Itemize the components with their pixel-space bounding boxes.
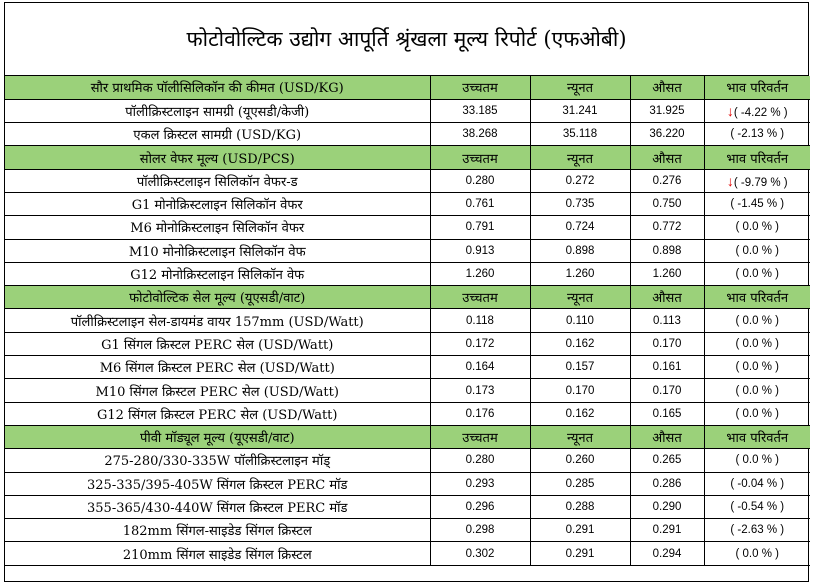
price-table-body xyxy=(5,76,810,565)
high-price: 0.280 xyxy=(430,449,530,472)
header-change: भाव परिवर्तन xyxy=(704,76,810,99)
table-row xyxy=(5,356,810,379)
product-name: 355-365/430-440W सिंगल क्रिस्टल PERC मॉड xyxy=(5,495,430,518)
price-change-value: ( 0.0 % ) xyxy=(735,407,779,420)
price-change-value: ( -2.13 % ) xyxy=(730,128,785,141)
section-header-row xyxy=(5,146,810,169)
header-avg: औसत xyxy=(630,286,704,309)
table-row xyxy=(5,262,810,285)
header-avg: औसत xyxy=(630,76,704,99)
low-price: 0.162 xyxy=(530,332,630,355)
price-change xyxy=(704,169,810,192)
price-change-value: ( 0.0 % ) xyxy=(735,384,779,397)
high-price: 33.185 xyxy=(430,99,530,122)
price-change-value: ( -4.22 % ) xyxy=(733,106,788,119)
product-name: G1 सिंगल क्रिस्टल PERC सेल (USD/Watt) xyxy=(5,332,430,355)
high-price: 38.268 xyxy=(430,123,530,146)
table-row xyxy=(5,472,810,495)
product-name: M6 मोनोक्रिस्टलाइन सिलिकॉन वेफर xyxy=(5,216,430,239)
high-price: 0.298 xyxy=(430,519,530,542)
price-change xyxy=(704,495,810,518)
high-price: 0.172 xyxy=(430,332,530,355)
product-name: G12 सिंगल क्रिस्टल PERC सेल (USD/Watt) xyxy=(5,402,430,425)
price-change xyxy=(704,239,810,262)
down-arrow-icon: ↓ xyxy=(726,102,734,119)
high-price: 0.791 xyxy=(430,216,530,239)
low-price: 0.285 xyxy=(530,472,630,495)
low-price: 0.110 xyxy=(530,309,630,332)
high-price: 0.296 xyxy=(430,495,530,518)
report-title: फोटोवोल्टिक उद्योग आपूर्ति श्रृंखला मूल्य रिपोर्ट (एफओबी) xyxy=(5,3,808,76)
price-change-value: ( 0.0 % ) xyxy=(735,244,779,257)
price-change xyxy=(704,262,810,285)
price-change xyxy=(704,356,810,379)
table-row xyxy=(5,192,810,215)
price-change xyxy=(704,309,810,332)
product-name: एकल क्रिस्टल सामग्री (USD/KG) xyxy=(5,123,430,146)
table-row xyxy=(5,216,810,239)
avg-price: 0.294 xyxy=(630,542,704,565)
low-price: 0.162 xyxy=(530,402,630,425)
avg-price: 0.170 xyxy=(630,332,704,355)
avg-price: 0.265 xyxy=(630,449,704,472)
avg-price: 0.286 xyxy=(630,472,704,495)
product-name: 325-335/395-405W सिंगल क्रिस्टल PERC मॉड xyxy=(5,472,430,495)
avg-price: 0.165 xyxy=(630,402,704,425)
price-table xyxy=(5,76,810,566)
table-row xyxy=(5,379,810,402)
product-name: M10 मोनोक्रिस्टलाइन सिलिकॉन वेफ xyxy=(5,239,430,262)
price-change-value: ( -0.54 % ) xyxy=(730,500,785,513)
price-change-value: ( 0.0 % ) xyxy=(735,314,779,327)
header-low: न्यूनत xyxy=(530,286,630,309)
price-change-value: ( -2.63 % ) xyxy=(730,524,785,537)
low-price: 0.272 xyxy=(530,169,630,192)
low-price: 35.118 xyxy=(530,123,630,146)
price-report-frame xyxy=(4,2,809,582)
header-low: न्यूनत xyxy=(530,425,630,448)
price-change xyxy=(704,519,810,542)
avg-price: 0.772 xyxy=(630,216,704,239)
high-price: 0.293 xyxy=(430,472,530,495)
avg-price: 0.898 xyxy=(630,239,704,262)
table-row xyxy=(5,449,810,472)
avg-price: 0.161 xyxy=(630,356,704,379)
avg-price: 1.260 xyxy=(630,262,704,285)
high-price: 0.302 xyxy=(430,542,530,565)
high-price: 0.176 xyxy=(430,402,530,425)
price-change-value: ( 0.0 % ) xyxy=(735,361,779,374)
low-price: 0.170 xyxy=(530,379,630,402)
header-low: न्यूनत xyxy=(530,146,630,169)
price-change xyxy=(704,472,810,495)
price-change-value: ( -1.45 % ) xyxy=(730,198,785,211)
price-change xyxy=(704,402,810,425)
product-name: 275-280/330-335W पॉलीक्रिस्टलाइन मॉड् xyxy=(5,449,430,472)
down-arrow-icon: ↓ xyxy=(726,172,734,189)
price-change xyxy=(704,216,810,239)
header-avg: औसत xyxy=(630,146,704,169)
price-change-value: ( 0.0 % ) xyxy=(735,268,779,281)
low-price: 0.735 xyxy=(530,192,630,215)
price-change-value: ( 0.0 % ) xyxy=(735,221,779,234)
avg-price: 31.925 xyxy=(630,99,704,122)
avg-price: 0.170 xyxy=(630,379,704,402)
header-change: भाव परिवर्तन xyxy=(704,146,810,169)
high-price: 0.173 xyxy=(430,379,530,402)
table-row xyxy=(5,123,810,146)
price-change-value: ( 0.0 % ) xyxy=(735,337,779,350)
price-change xyxy=(704,192,810,215)
high-price: 0.280 xyxy=(430,169,530,192)
avg-price: 0.291 xyxy=(630,519,704,542)
price-change-value: ( 0.0 % ) xyxy=(735,547,779,560)
price-change xyxy=(704,449,810,472)
price-change-value: ( -9.79 % ) xyxy=(733,176,788,189)
section-title: सोलर वेफर मूल्य (USD/PCS) xyxy=(5,146,430,169)
avg-price: 0.750 xyxy=(630,192,704,215)
section-title: पीवी मॉड्यूल मूल्य (यूएसडी/वाट) xyxy=(5,425,430,448)
header-change: भाव परिवर्तन xyxy=(704,425,810,448)
high-price: 0.118 xyxy=(430,309,530,332)
table-row xyxy=(5,169,810,192)
avg-price: 0.113 xyxy=(630,309,704,332)
table-row xyxy=(5,519,810,542)
price-change-value: ( 0.0 % ) xyxy=(735,454,779,467)
price-change xyxy=(704,542,810,565)
header-high: उच्चतम xyxy=(430,286,530,309)
product-name: G12 मोनोक्रिस्टलाइन सिलिकॉन वेफ xyxy=(5,262,430,285)
section-header-row xyxy=(5,76,810,99)
table-row xyxy=(5,402,810,425)
product-name: पॉलीक्रिस्टलाइन सेल-डायमंड वायर 157mm (USD/Watt) xyxy=(5,309,430,332)
low-price: 0.288 xyxy=(530,495,630,518)
section-title: फोटोवोल्टिक सेल मूल्य (यूएसडी/वाट) xyxy=(5,286,430,309)
header-high: उच्चतम xyxy=(430,425,530,448)
table-row xyxy=(5,332,810,355)
avg-price: 0.290 xyxy=(630,495,704,518)
section-header-row xyxy=(5,425,810,448)
price-change xyxy=(704,332,810,355)
header-high: उच्चतम xyxy=(430,146,530,169)
table-row xyxy=(5,495,810,518)
product-name: 182mm सिंगल-साइडेड सिंगल क्रिस्टल xyxy=(5,519,430,542)
price-change xyxy=(704,99,810,122)
low-price: 0.260 xyxy=(530,449,630,472)
price-change xyxy=(704,123,810,146)
section-title: सौर प्राथमिक पॉलीसिलिकॉन की कीमत (USD/KG) xyxy=(5,76,430,99)
product-name: पॉलीक्रिस्टलाइन सामग्री (यूएसडी/केजी) xyxy=(5,99,430,122)
high-price: 1.260 xyxy=(430,262,530,285)
low-price: 0.291 xyxy=(530,542,630,565)
low-price: 0.157 xyxy=(530,356,630,379)
product-name: G1 मोनोक्रिस्टलाइन सिलिकॉन वेफर xyxy=(5,192,430,215)
high-price: 0.913 xyxy=(430,239,530,262)
table-row xyxy=(5,99,810,122)
product-name: 210mm सिंगल साइडेड सिंगल क्रिस्टल xyxy=(5,542,430,565)
product-name: M10 सिंगल क्रिस्टल PERC सेल (USD/Watt) xyxy=(5,379,430,402)
low-price: 1.260 xyxy=(530,262,630,285)
header-high: उच्चतम xyxy=(430,76,530,99)
header-avg: औसत xyxy=(630,425,704,448)
header-change: भाव परिवर्तन xyxy=(704,286,810,309)
avg-price: 0.276 xyxy=(630,169,704,192)
product-name: पॉलीक्रिस्टलाइन सिलिकॉन वेफर-ड xyxy=(5,169,430,192)
low-price: 0.291 xyxy=(530,519,630,542)
price-change-value: ( -0.04 % ) xyxy=(730,477,785,490)
section-header-row xyxy=(5,286,810,309)
table-row xyxy=(5,309,810,332)
high-price: 0.761 xyxy=(430,192,530,215)
low-price: 0.724 xyxy=(530,216,630,239)
low-price: 31.241 xyxy=(530,99,630,122)
header-low: न्यूनत xyxy=(530,76,630,99)
avg-price: 36.220 xyxy=(630,123,704,146)
high-price: 0.164 xyxy=(430,356,530,379)
price-change xyxy=(704,379,810,402)
low-price: 0.898 xyxy=(530,239,630,262)
product-name: M6 सिंगल क्रिस्टल PERC सेल (USD/Watt) xyxy=(5,356,430,379)
table-row xyxy=(5,542,810,565)
table-row xyxy=(5,239,810,262)
